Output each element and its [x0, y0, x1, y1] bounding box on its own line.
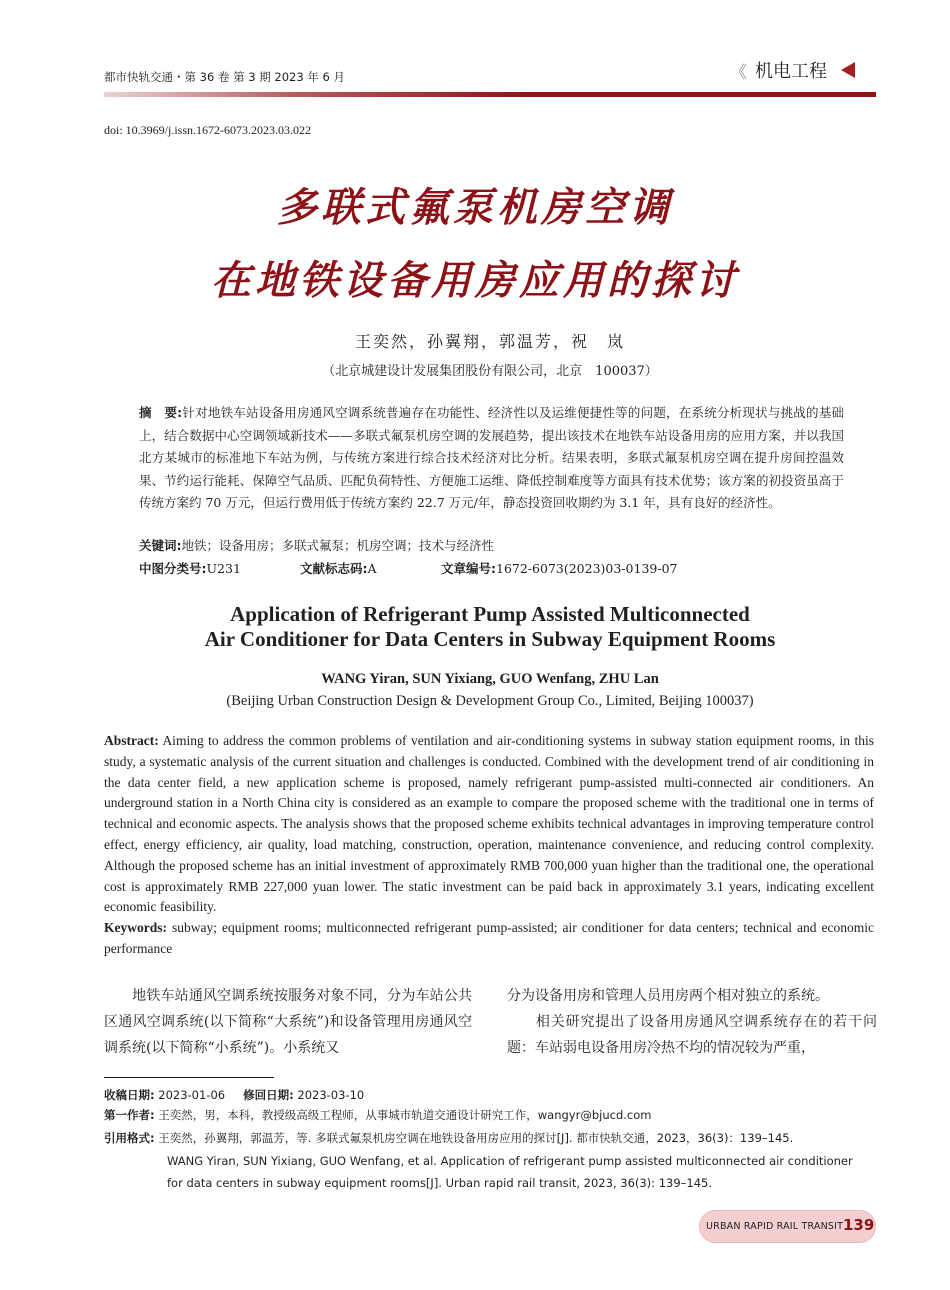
keywords-cn	[139, 537, 844, 555]
authors-en: WANG Yiran, SUN Yixiang, GUO Wenfang, ZHU Lan	[321, 671, 659, 687]
title-cn-line1: 多联式氟泵机房空调	[277, 184, 673, 231]
title-en-line2: Air Conditioner for Data Centers in Subway Equipment Rooms	[204, 627, 776, 651]
affiliation-cn: （北京城建设计发展集团股份有限公司，北京 100037）	[322, 364, 658, 379]
footnote-first-author	[104, 1105, 651, 1125]
doi: doi: 10.3969/j.issn.1672-6073.2023.03.022	[104, 123, 312, 137]
page-number: 139	[843, 1216, 875, 1234]
keywords-en-text: subway; equipment rooms; multiconnected refrigerant pump-assisted; air conditioner for data centers; technical and economic performance	[104, 920, 874, 956]
section-header	[730, 58, 855, 82]
article-number-value: 1672-6073(2023)03-0139-07	[496, 561, 678, 576]
abstract-en	[104, 731, 874, 960]
abstract-cn	[139, 402, 844, 515]
affiliation-en: (Beijing Urban Construction Design & Development Group Co., Limited, Beijing 100037)	[226, 693, 754, 709]
article-number-label: 文章编号:	[441, 561, 496, 576]
citation-en-line1: WANG Yiran, SUN Yixiang, GUO Wenfang, et al. Application of refrigerant pump assisted multiconnected air conditioner	[167, 1154, 853, 1168]
title-en-line1: Application of Refrigerant Pump Assisted Multiconnected	[230, 602, 750, 626]
revised-date: 2023-03-10	[297, 1088, 365, 1102]
revised-label: 修回日期:	[243, 1088, 294, 1102]
footnote-citation	[104, 1128, 793, 1148]
running-header-issue: 都市快轨交通・第 36 卷 第 3 期 2023 年 6 月	[104, 70, 345, 84]
body-column-left	[104, 983, 472, 1061]
abstract-cn-label: 摘 要:	[139, 405, 183, 420]
abstract-cn-text: 针对地铁车站设备用房通风空调系统普遍存在功能性、经济性以及运维便捷性等的问题，在系统分析现状与挑战的基础上，结合数据中心空调领域新技术——多联式氟泵机房空调的发展趋势，提出该技术在地铁车站设备用房的应用方案，并以我国北方某城市的标准地下车站为例，与传统方案进行综合技术经济对比分析。结果表明，多联式氟泵机房空调在提升房间控温效果、节约运行能耗、保障空气品质、匹配负荷特性、方便施工运维、降低控制难度等方面具有技术优势；该方案的初投资虽高于传统方案约 70 万元，但运行费用低于传统方案约 22.7 万元/年，静态投资回收期约为 3.1 年，具有良好的经济性。	[139, 405, 844, 510]
doc-code-label: 文献标志码:	[300, 561, 368, 576]
citation-cn: 王奕然，孙翼翔，郭温芳，等. 多联式氟泵机房空调在地铁设备用房应用的探讨[J]. 都市快轨交通，2023，36(3)：139–145.	[158, 1131, 794, 1145]
abstract-en-text: Aiming to address the common problems of ventilation and air-conditioning systems in subway station equipment rooms, in this study, a systematic analysis of the current situation and challenges is conducted. Combined with the development trend of air conditioning in the data center field, a new application scheme is proposed, namely refrigerant pump-assisted multi-connected air conditioners. An underground station in a North China city is considered as an example to compare the proposed scheme with the traditional one in terms of technical and economic aspects. The analysis shows that the proposed scheme exhibits technical advantages in improving temperature control effect, energy efficiency, air quality, load matching, construction, operation, maintenance convenience, and reducing control complexity. Although the proposed scheme has an initial investment of approximately RMB 700,000 yuan higher than the traditional one, the operational cost is approximately RMB 227,000 yuan lower. The static investment can be paid back in approximately 3.1 years, indicating excellent economic feasibility.	[104, 733, 874, 915]
double-chevron-icon: 《	[730, 62, 745, 83]
citation-en-line2: for data centers in subway equipment rooms[J]. Urban rapid rail transit, 2023, 36(3): 139–145.	[167, 1176, 713, 1190]
footnote-dates	[104, 1085, 364, 1105]
first-author-label: 第一作者:	[104, 1108, 155, 1122]
title-cn-line2: 在地铁设备用房应用的探讨	[211, 257, 739, 304]
body-column-right	[507, 983, 877, 1061]
body-paragraph: 分为设备用房和管理人员用房两个相对独立的系统。	[507, 988, 829, 1004]
header-rule	[104, 92, 876, 97]
received-date: 2023-01-06	[158, 1088, 226, 1102]
doc-code-value: A	[367, 561, 377, 576]
section-name: 机电工程	[755, 61, 827, 82]
article-number	[441, 560, 677, 578]
authors-cn: 王奕然，孙翼翔，郭温芳，祝 岚	[354, 332, 625, 351]
keywords-cn-label: 关键词:	[139, 538, 182, 553]
body-paragraph: 相关研究提出了设备用房通风空调系统存在的若干问题：车站弱电设备用房冷热不均的情况较为严重，	[507, 1014, 877, 1056]
document-code	[300, 560, 377, 578]
clc-label: 中图分类号:	[139, 561, 207, 576]
clc-number	[139, 560, 241, 578]
footer-journal-name: URBAN RAPID RAIL TRANSIT	[706, 1221, 844, 1232]
keywords-en-label: Keywords:	[104, 920, 167, 936]
body-paragraph: 地铁车站通风空调系统按服务对象不同，分为车站公共区通风空调系统(以下简称“大系统”)和设备管理用房通风空调系统(以下简称“小系统”)。小系统又	[104, 988, 472, 1056]
abstract-en-label: Abstract:	[104, 733, 159, 748]
first-author-info: 王奕然，男，本科，教授级高级工程师，从事城市轨道交通设计研究工作，wangyr@bjucd.com	[158, 1108, 652, 1122]
footnote-rule	[104, 1077, 274, 1078]
triangle-marker-icon	[841, 62, 855, 78]
received-label: 收稿日期:	[104, 1088, 155, 1102]
keywords-cn-text: 地铁；设备用房；多联式氟泵；机房空调；技术与经济性	[181, 538, 495, 553]
clc-value: U231	[206, 561, 241, 576]
citation-label: 引用格式:	[104, 1131, 155, 1145]
